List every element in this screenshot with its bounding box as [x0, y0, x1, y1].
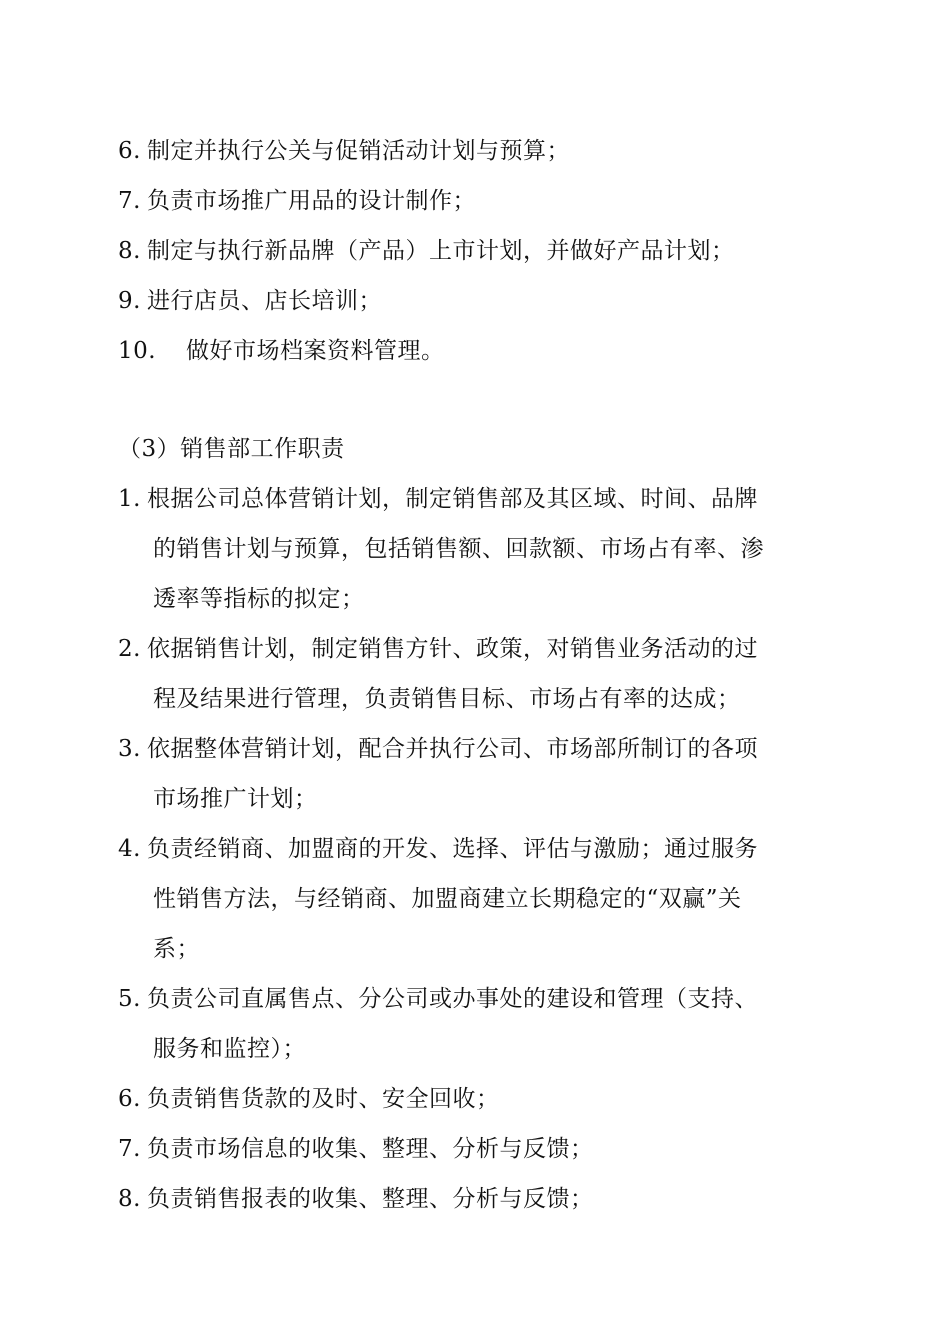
list-item: [118, 136, 570, 166]
list-item-text: 做好市场档案资料管理。: [186, 338, 445, 364]
list-item-number: 3.: [118, 736, 141, 762]
list-item-text: 负责销售报表的收集、整理、分析与反馈；: [146, 1186, 594, 1212]
list-item-continuation: 市场推广计划；: [153, 786, 318, 812]
list-item: [118, 286, 382, 316]
list-item-number: 10.: [118, 338, 157, 364]
list-item: [118, 1184, 593, 1214]
list-item-continuation: 透率等指标的拟定；: [153, 586, 365, 612]
list-item-number: 2.: [118, 636, 141, 662]
list-item-number: 8.: [118, 238, 141, 264]
list-item-text: 依据整体营销计划，配合并执行公司、市场部所制订的各项: [146, 736, 758, 762]
list-item-text: 进行店员、店长培训；: [146, 288, 382, 314]
list-item: [118, 984, 758, 1014]
list-item: [118, 834, 758, 864]
list-item-continuation: 性销售方法，与经销商、加盟商建立长期稳定的“双赢”关: [153, 886, 742, 912]
list-item-text: 负责经销商、加盟商的开发、选择、评估与激励；通过服务: [146, 836, 758, 862]
list-item-number: 6.: [118, 1086, 141, 1112]
list-item-text: 负责市场推广用品的设计制作；: [146, 188, 476, 214]
list-item-number: 8.: [118, 1186, 141, 1212]
list-item-number: 9.: [118, 288, 141, 314]
list-item-continuation: 服务和监控）；: [153, 1036, 306, 1062]
list-item-text: 根据公司总体营销计划，制定销售部及其区域、时间、品牌: [146, 486, 758, 512]
list-item: [118, 186, 476, 216]
list-item-number: 4.: [118, 836, 141, 862]
list-item-continuation: 的销售计划与预算，包括销售额、回款额、市场占有率、渗: [153, 536, 764, 562]
list-item-continuation: 系；: [153, 936, 200, 962]
list-item: [118, 634, 758, 664]
list-item-number: 6.: [118, 138, 141, 164]
list-item: [118, 1134, 593, 1164]
list-item-text: 制定与执行新品牌（产品）上市计划，并做好产品计划；: [146, 238, 735, 264]
list-item-number: 7.: [118, 1136, 141, 1162]
list-item-number: 5.: [118, 986, 141, 1012]
list-item-text: 依据销售计划，制定销售方针、政策，对销售业务活动的过: [146, 636, 758, 662]
section-heading: （3）销售部工作职责: [118, 436, 345, 462]
list-item: [118, 484, 758, 514]
list-item-text: 负责销售货款的及时、安全回收；: [146, 1086, 500, 1112]
list-item-text: 负责市场信息的收集、整理、分析与反馈；: [146, 1136, 594, 1162]
list-item: [118, 336, 445, 366]
list-item: [118, 236, 734, 266]
list-item-number: 7.: [118, 188, 141, 214]
list-item-text: 制定并执行公关与促销活动计划与预算；: [146, 138, 570, 164]
list-item: [118, 1084, 499, 1114]
list-item-number: 1.: [118, 486, 141, 512]
list-item: [118, 734, 758, 764]
list-item-continuation: 程及结果进行管理，负责销售目标、市场占有率的达成；: [153, 686, 741, 712]
list-item-text: 负责公司直属售点、分公司或办事处的建设和管理（支持、: [146, 986, 758, 1012]
